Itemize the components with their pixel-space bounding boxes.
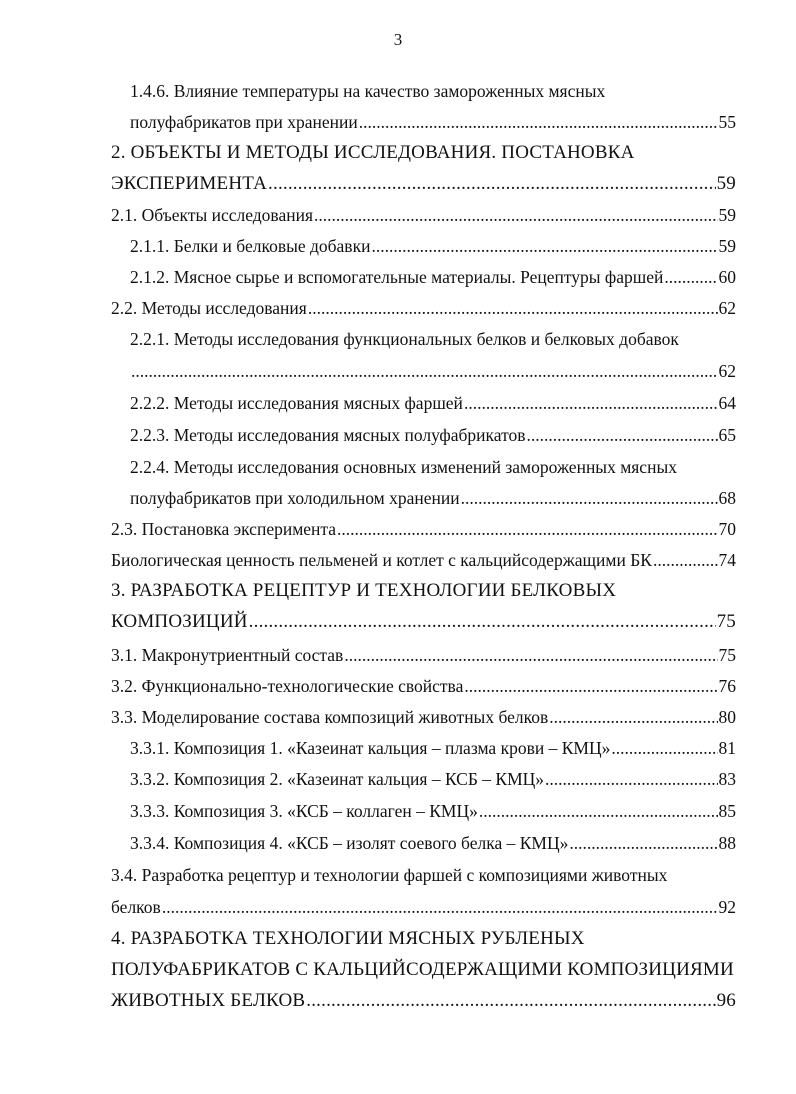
toc-entry-title: 2.1.1. Белки и белковые добавки bbox=[130, 236, 371, 256]
page-number: 3 bbox=[393, 30, 403, 49]
toc-entry-title: 3.4. Разработка рецептур и технологии фаршей с композициями животных bbox=[111, 865, 668, 885]
toc-entry bbox=[111, 141, 736, 165]
toc-entry-title: 4. РАЗРАБОТКА ТЕХНОЛОГИИ МЯСНЫХ РУБЛЕНЫХ bbox=[111, 928, 585, 949]
toc-leader-dots bbox=[527, 423, 718, 447]
toc-entry-page: 59 bbox=[716, 173, 736, 194]
toc-entry-title: 2.1.2. Мясное сырье и вспомогательные материалы. Рецептуры фаршей bbox=[130, 267, 664, 287]
toc-leader-dots bbox=[308, 296, 718, 320]
toc-entry bbox=[130, 831, 736, 855]
toc-entry-title: 2.2.1. Методы исследования функциональных белков и белковых добавок bbox=[130, 329, 679, 349]
toc-entry-page: 59 bbox=[718, 205, 736, 225]
toc-entry bbox=[111, 863, 736, 887]
toc-entry bbox=[111, 579, 736, 603]
toc-entry bbox=[130, 486, 736, 510]
toc-entry-page: 76 bbox=[718, 676, 736, 696]
toc-entry-title: 3.3.2. Композиция 2. «Казеинат кальция – КСБ – КМЦ» bbox=[130, 769, 545, 789]
toc-entry-title: ПОЛУФАБРИКАТОВ С КАЛЬЦИЙСОДЕРЖАЩИМИ КОМПОЗИЦИЯМИ bbox=[111, 959, 734, 980]
toc-entry bbox=[130, 265, 736, 289]
toc-entry bbox=[111, 517, 736, 541]
toc-entry-page: 85 bbox=[718, 801, 736, 821]
toc-entry-page: 96 bbox=[716, 990, 736, 1011]
toc-entry-title: 2.3. Постановка эксперимента bbox=[111, 519, 337, 539]
toc-entry-title: Биологическая ценность пельменей и котлет с кальцийсодержащими БК bbox=[111, 550, 652, 570]
toc-leader-dots bbox=[131, 359, 718, 383]
toc-entry-page: 80 bbox=[718, 707, 736, 727]
toc-entry-page: 55 bbox=[718, 112, 736, 132]
toc-entry-page: 81 bbox=[718, 738, 736, 758]
toc-leader-dots bbox=[306, 989, 715, 1013]
toc-entry-page: 62 bbox=[718, 298, 736, 318]
toc-entry bbox=[111, 203, 736, 227]
toc-entry-page: 92 bbox=[718, 897, 736, 917]
toc-entry-page: 62 bbox=[718, 361, 736, 381]
toc-entry-title: 3.3.4. Композиция 4. «КСБ – изолят соевого белка – КМЦ» bbox=[130, 833, 569, 853]
toc-leader-dots bbox=[479, 799, 718, 823]
toc-entry bbox=[111, 958, 736, 982]
toc-entry bbox=[111, 172, 736, 196]
toc-entry-title: 2. ОБЪЕКТЫ И МЕТОДЫ ИССЛЕДОВАНИЯ. ПОСТАНОВКА bbox=[111, 142, 635, 163]
toc-entry bbox=[130, 110, 736, 134]
toc-entry bbox=[130, 327, 736, 351]
toc-entry bbox=[111, 643, 736, 667]
toc-entry bbox=[130, 767, 736, 791]
toc-entry-title: 2.1. Объекты исследования bbox=[111, 205, 314, 225]
toc-entry-title: 2.2.3. Методы исследования мясных полуфабрикатов bbox=[130, 425, 526, 445]
toc-leader-dots bbox=[268, 172, 716, 196]
toc-leader-dots bbox=[249, 610, 716, 634]
toc-entry-title: 2.2. Методы исследования bbox=[111, 298, 307, 318]
toc-entry-title: 2.2.2. Методы исследования мясных фаршей bbox=[130, 393, 463, 413]
toc-entry bbox=[130, 359, 736, 383]
toc-entry bbox=[111, 674, 736, 698]
toc-entry-title: 2.2.4. Методы исследования основных изменений замороженных мясных bbox=[130, 457, 677, 477]
toc-entry-page: 65 bbox=[718, 425, 736, 445]
toc-leader-dots bbox=[314, 203, 717, 227]
toc-entry-page: 74 bbox=[718, 550, 736, 570]
toc-leader-dots bbox=[569, 831, 717, 855]
toc-leader-dots bbox=[464, 391, 718, 415]
toc-entry bbox=[130, 423, 736, 447]
toc-entry-title: 3.3. Моделирование состава композиций животных белков bbox=[111, 707, 549, 727]
toc-entry bbox=[130, 234, 736, 258]
toc-leader-dots bbox=[371, 234, 717, 258]
toc-entry bbox=[111, 296, 736, 320]
toc-entry-page: 83 bbox=[718, 769, 736, 789]
toc-entry bbox=[111, 895, 736, 919]
toc-entry-page: 70 bbox=[718, 519, 736, 539]
toc-entry bbox=[111, 927, 736, 951]
toc-entry bbox=[130, 455, 736, 479]
toc-entry-title: 3.3.3. Композиция 3. «КСБ – коллаген – КМЦ» bbox=[130, 801, 478, 821]
toc-leader-dots bbox=[337, 517, 717, 541]
toc-leader-dots bbox=[545, 767, 717, 791]
toc-entry-title: 3.2. Функционально-технологические свойства bbox=[111, 676, 464, 696]
toc-entry-title: белков bbox=[111, 897, 161, 917]
toc-leader-dots bbox=[162, 895, 718, 919]
toc-entry bbox=[130, 391, 736, 415]
toc-leader-dots bbox=[344, 643, 717, 667]
toc-entry-title: 3. РАЗРАБОТКА РЕЦЕПТУР И ТЕХНОЛОГИИ БЕЛКОВЫХ bbox=[111, 580, 617, 601]
toc-entry bbox=[111, 989, 736, 1013]
toc-entry-title: 1.4.6. Влияние температуры на качество замороженных мясных bbox=[130, 81, 606, 101]
toc-entry bbox=[130, 736, 736, 760]
toc-entry-page: 75 bbox=[716, 611, 736, 632]
toc-entry-title: КОМПОЗИЦИЙ bbox=[111, 611, 248, 632]
toc-leader-dots bbox=[461, 486, 718, 510]
toc-entry-page: 60 bbox=[718, 267, 736, 287]
toc-entry-page: 64 bbox=[718, 393, 736, 413]
toc-leader-dots bbox=[549, 705, 717, 729]
toc-entry bbox=[111, 705, 736, 729]
toc-leader-dots bbox=[359, 110, 718, 134]
toc-entry-title: 3.3.1. Композиция 1. «Казеинат кальция – плазма крови – КМЦ» bbox=[130, 738, 611, 758]
toc-leader-dots bbox=[611, 736, 717, 760]
toc-entry-page: 59 bbox=[718, 236, 736, 256]
toc-entry-title: полуфабрикатов при хранении bbox=[130, 112, 358, 132]
toc-entry-page: 75 bbox=[718, 645, 736, 665]
toc-entry-title: ЖИВОТНЫХ БЕЛКОВ bbox=[111, 990, 306, 1011]
toc-entry bbox=[111, 610, 736, 634]
toc-leader-dots bbox=[653, 548, 718, 572]
toc-entry-page: 88 bbox=[718, 833, 736, 853]
toc-entry-title: полуфабрикатов при холодильном хранении bbox=[130, 488, 460, 508]
toc-entry bbox=[130, 799, 736, 823]
toc-entry-page: 68 bbox=[718, 488, 736, 508]
toc-entry-title: 3.1. Макронутриентный состав bbox=[111, 645, 344, 665]
toc-leader-dots bbox=[464, 674, 717, 698]
toc-leader-dots bbox=[664, 265, 717, 289]
toc-entry-title: ЭКСПЕРИМЕНТА bbox=[111, 173, 268, 194]
toc-entry bbox=[111, 548, 736, 572]
toc-entry bbox=[130, 79, 736, 103]
